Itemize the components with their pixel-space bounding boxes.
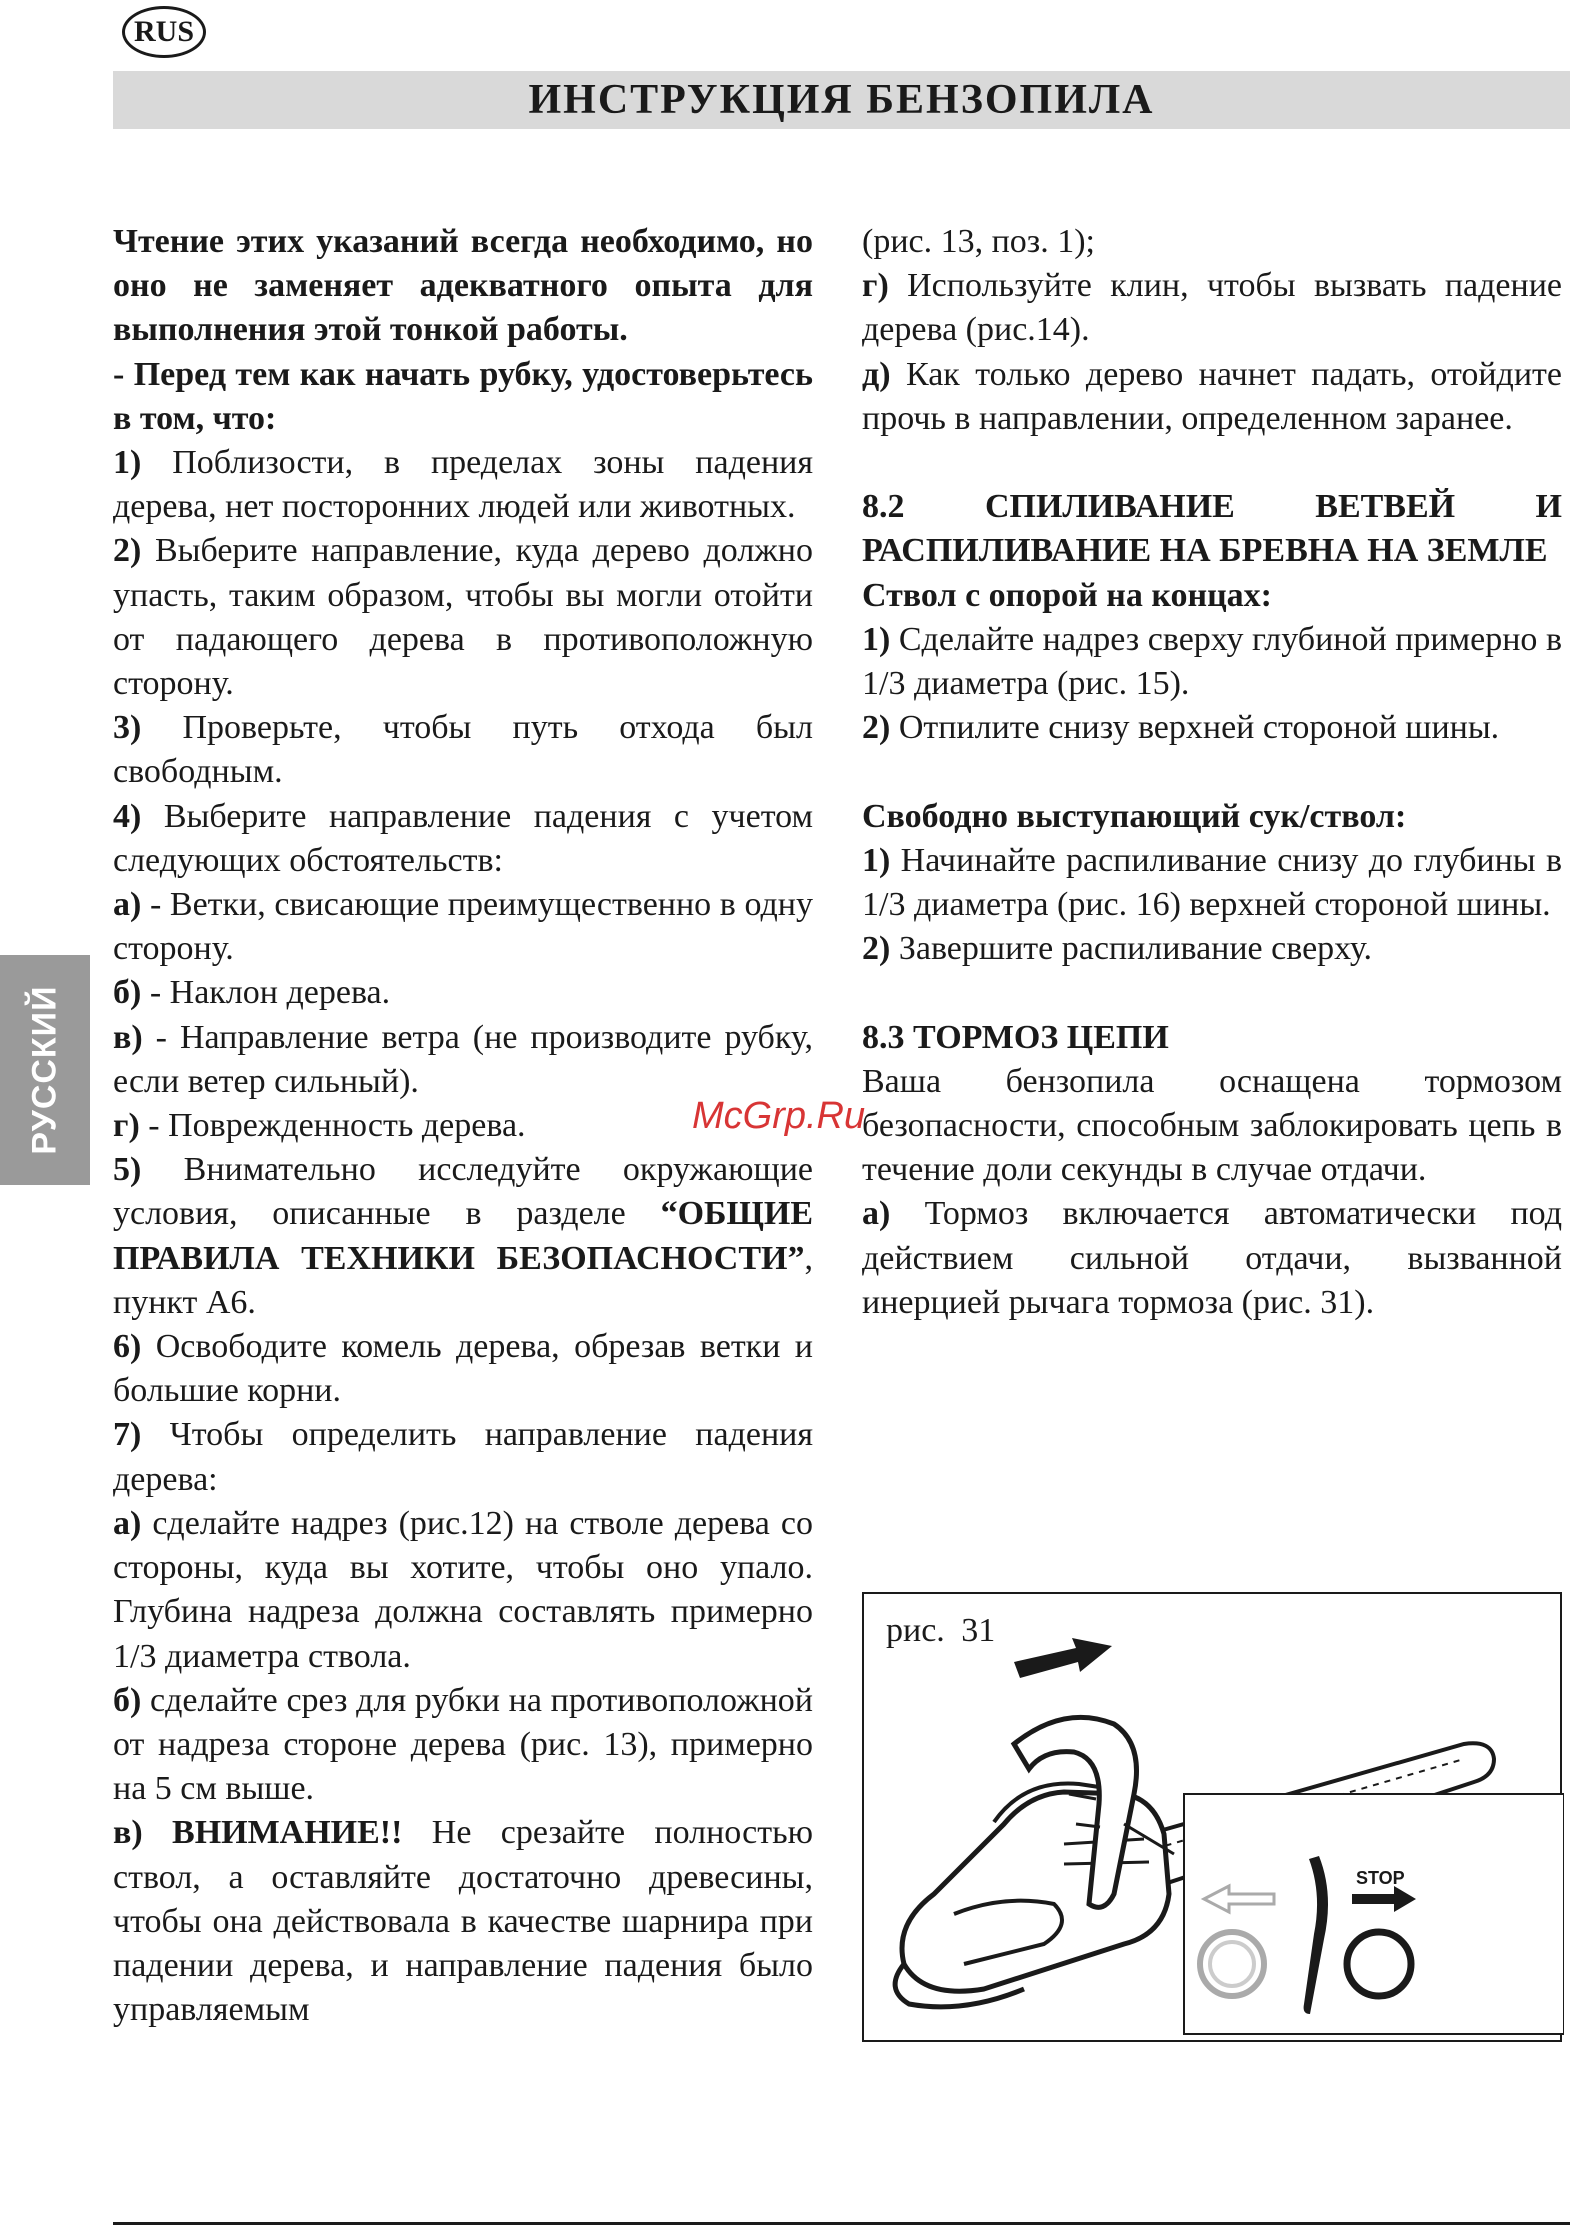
- bold-text: г): [113, 1107, 140, 1145]
- figure-chainsaw-brake: [862, 1592, 1562, 2042]
- text: - Поврежденность дерева.: [139, 1107, 526, 1145]
- text: Проверьте, чтобы путь отхода был свободным.: [113, 709, 813, 791]
- figure-caption: рис. 31: [886, 1612, 996, 1649]
- paragraph: [113, 1679, 813, 1812]
- paragraph-spacer: [862, 441, 1562, 485]
- paragraph-spacer: [862, 971, 1562, 1015]
- bold-text: 2): [862, 709, 891, 747]
- bold-text: “ОБЩИЕ ПРАВИЛА ТЕХНИКИ БЕЗОПАСНОСТИ”: [113, 1195, 813, 1277]
- paragraph: [113, 883, 813, 971]
- bold-text: б): [113, 974, 142, 1012]
- paragraph: [113, 1502, 813, 1679]
- bold-text: 1): [862, 841, 891, 879]
- bold-text: а): [862, 1195, 891, 1233]
- bold-text: д): [862, 355, 891, 393]
- text: Тормоз включается автоматически под действием сильной отдачи, вызванной инерцией рычага тормоза (рис. 31).: [862, 1195, 1562, 1321]
- bold-text: а): [113, 886, 142, 924]
- text: Не срезайте полностью ствол, а оставляйте достаточно древесины, чтобы она действовала в качестве шарнира при падении дерева, и направление падения было управляемым: [113, 1814, 813, 2029]
- bold-text: Свободно выступающий сук/ствол:: [862, 797, 1407, 835]
- bold-text: 5): [113, 1151, 142, 1189]
- text: сделайте надрез (рис.12) на стволе дерева со стороны, куда вы хотите, чтобы оно упало. Глубина надреза должна составлять примерно 1/3 диаметра ствола.: [113, 1504, 813, 1675]
- text: Начинайте распиливание снизу до глубины в 1/3 диаметра (рис. 16) верхней стороной шины.: [862, 841, 1562, 924]
- bold-text: Ствол с опорой на концах:: [862, 576, 1272, 614]
- chainsaw-illustration: [864, 1594, 1564, 2044]
- text: , пункт А6.: [113, 1239, 813, 1321]
- text: Как только дерево начнет падать, отойдите прочь в направлении, определенном заранее.: [862, 355, 1562, 437]
- bold-text: 2): [862, 930, 891, 968]
- paragraph: [862, 618, 1562, 706]
- text: Выберите направление, куда дерево должно упасть, таким образом, чтобы вы могли отойти от падающего дерева в противоположную сторону.: [113, 532, 813, 703]
- bold-text: 7): [113, 1416, 142, 1454]
- text: сделайте срез для рубки на противоположной от надреза стороне дерева (рис. 13), примерно на 5 см выше.: [113, 1681, 813, 1808]
- paragraph: [113, 795, 813, 883]
- text: Ваша бензопила оснащена тормозом безопасности, способным заблокировать цепь в течение доли секунды в случае отдачи.: [862, 1062, 1562, 1189]
- paragraph: [862, 706, 1562, 750]
- paragraph: [862, 264, 1562, 352]
- bold-text: 4): [113, 797, 142, 835]
- text: Освободите комель дерева, обрезав ветки и большие корни.: [113, 1328, 813, 1410]
- paragraph: [862, 485, 1562, 573]
- bold-text: в) ВНИМАНИЕ!!: [113, 1814, 403, 1852]
- bold-text: 8.3 ТОРМОЗ ЦЕПИ: [862, 1018, 1169, 1056]
- paragraph: [113, 1811, 813, 2032]
- bold-text: 1): [113, 444, 142, 482]
- language-side-tab: [0, 955, 90, 1185]
- page-title: ИНСТРУКЦИЯ БЕНЗОПИЛА: [113, 71, 1570, 129]
- paragraph: [113, 1413, 813, 1501]
- paragraph: [862, 574, 1562, 618]
- bold-text: 3): [113, 709, 142, 747]
- stop-label: STOP: [1356, 1868, 1405, 1888]
- text: Внимательно исследуйте окружающие условия, описанные в разделе: [113, 1151, 813, 1233]
- paragraph: [113, 441, 813, 529]
- bold-text: а): [113, 1504, 142, 1542]
- paragraph: [862, 220, 1562, 264]
- paragraph: [113, 353, 813, 441]
- paragraph: [113, 706, 813, 794]
- paragraph: [862, 1016, 1562, 1060]
- paragraph-spacer: [862, 750, 1562, 794]
- paragraph: [113, 971, 813, 1015]
- bold-text: б): [113, 1681, 142, 1719]
- side-tab-label: РУССКИЙ: [25, 985, 64, 1155]
- bold-text: 8.2 СПИЛИВАНИЕ ВЕТВЕЙ И РАСПИЛИВАНИЕ НА БРЕВНА НА ЗЕМЛЕ: [862, 488, 1562, 570]
- bold-text: Чтение этих указаний всегда необходимо, но оно не заменяет адекватного опыта для выполнения этой тонкой работы.: [113, 223, 813, 349]
- paragraph: [113, 529, 813, 706]
- watermark: McGrp.Ru: [692, 1095, 866, 1137]
- bold-text: 6): [113, 1328, 142, 1366]
- text: Поблизости, в пределах зоны падения дерева, нет посторонних людей или животных.: [113, 444, 813, 526]
- text: Завершите распиливание сверху.: [890, 930, 1372, 968]
- text: Используйте клин, чтобы вызвать падение дерева (рис.14).: [862, 267, 1562, 349]
- brake-direction-arrow: [1014, 1638, 1112, 1678]
- text: - Ветки, свисающие преимущественно в одну сторону.: [113, 886, 813, 968]
- text: - Наклон дерева.: [141, 974, 391, 1012]
- paragraph: [113, 1148, 813, 1325]
- language-badge: RUS: [122, 6, 206, 58]
- bold-text: 2): [113, 532, 142, 570]
- bold-text: в): [113, 1018, 143, 1056]
- text: Сделайте надрез сверху глубиной примерно в 1/3 диаметра (рис. 15).: [862, 620, 1562, 703]
- brake-inset: [1184, 1794, 1564, 2034]
- text: - Направление ветра (не производите рубку, если ветер сильный).: [113, 1018, 813, 1100]
- footer-rule: [113, 2222, 1570, 2225]
- paragraph: [113, 1016, 813, 1104]
- paragraph: [113, 1325, 813, 1413]
- paragraph: [862, 1192, 1562, 1325]
- paragraph: [862, 839, 1562, 927]
- text: Выберите направление падения с учетом следующих обстоятельств:: [113, 797, 813, 879]
- text: (рис. 13, поз. 1);: [862, 223, 1096, 260]
- right-column: [862, 220, 1562, 1325]
- bold-text: 1): [862, 620, 891, 658]
- bold-text: - Перед тем как начать рубку, удостоверьтесь в том, что:: [113, 355, 813, 437]
- text: Отпилите снизу верхней стороной шины.: [890, 709, 1500, 747]
- paragraph: [113, 220, 813, 353]
- bold-text: г): [862, 267, 889, 305]
- text: Чтобы определить направление падения дерева:: [113, 1416, 813, 1498]
- paragraph: [862, 353, 1562, 441]
- paragraph: [862, 1060, 1562, 1193]
- paragraph: [862, 927, 1562, 971]
- paragraph: [862, 795, 1562, 839]
